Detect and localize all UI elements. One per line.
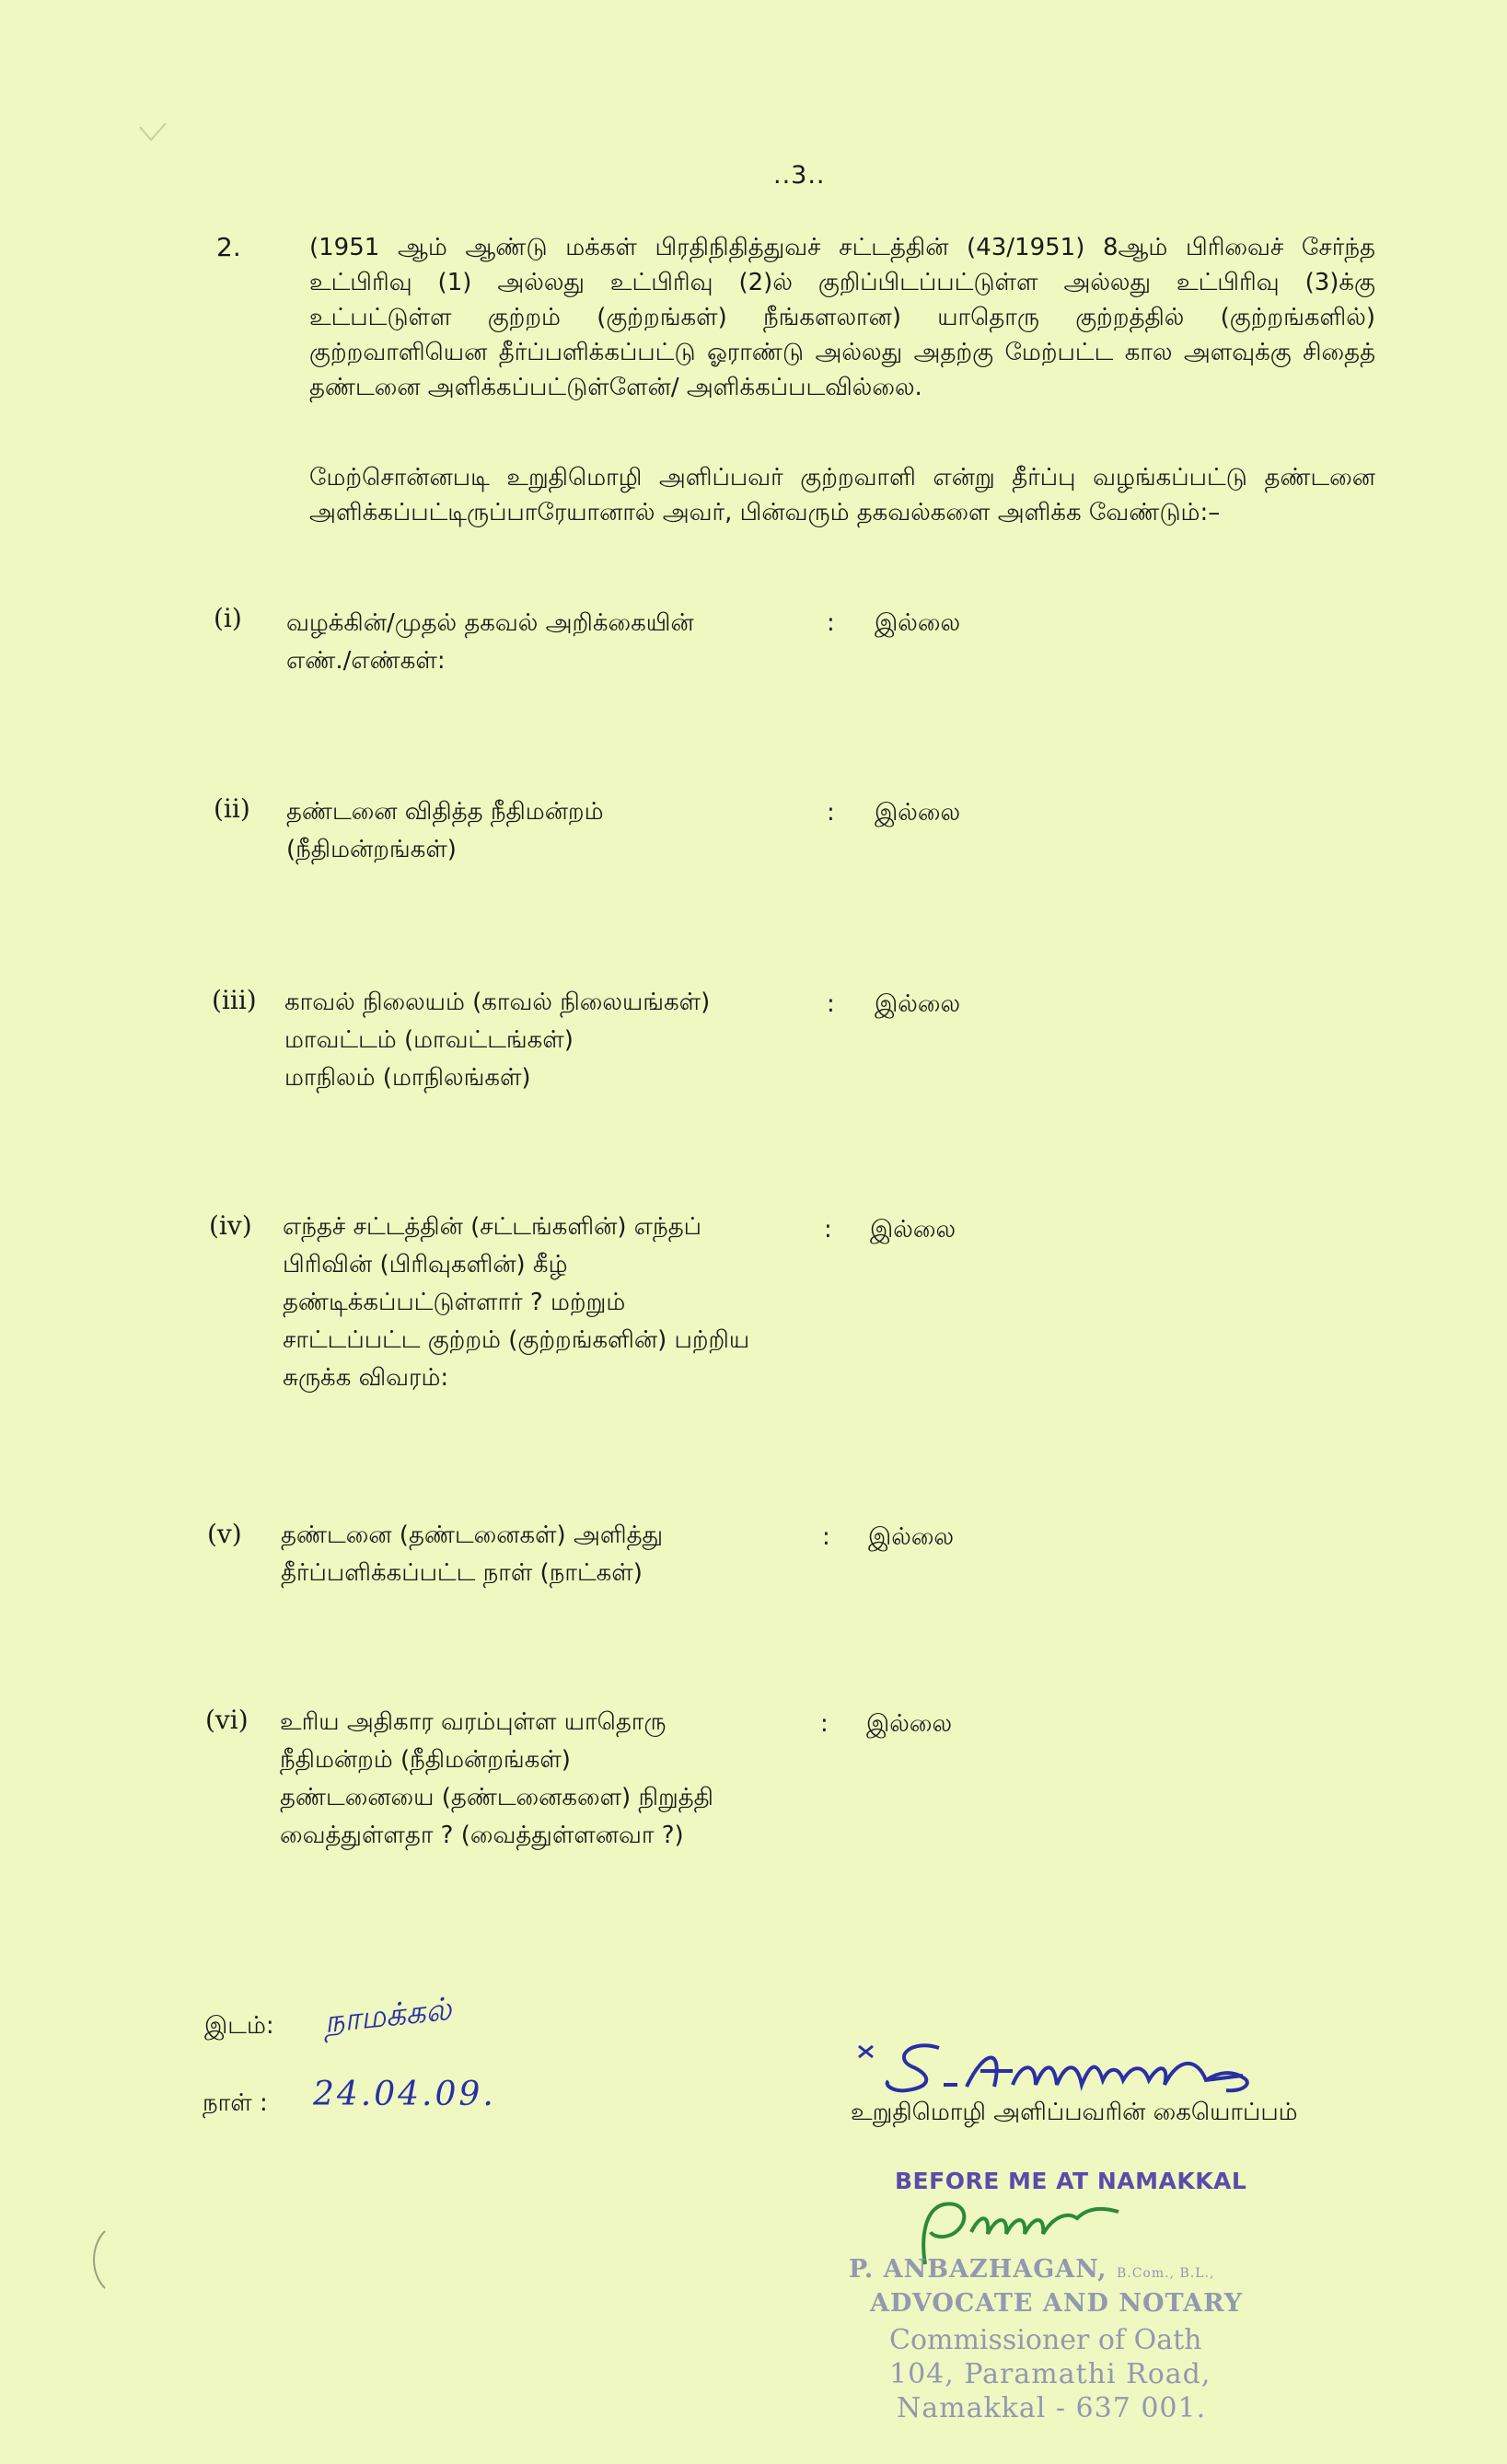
item-label-line: தீர்ப்பளிக்கப்பட்ட நாள் (நாட்கள்) bbox=[281, 1559, 643, 1587]
item-label-line: மாநிலம் (மாநிலங்கள்) bbox=[284, 1064, 531, 1092]
item-label bbox=[284, 984, 800, 1097]
item-label bbox=[280, 1704, 795, 1855]
item-label-line: தண்டனையை (தண்டனைகளை) நிறுத்தி bbox=[280, 1784, 713, 1811]
item-label bbox=[283, 1209, 798, 1397]
item-label-line: உரிய அதிகார வரம்புள்ள யாதொரு bbox=[280, 1708, 667, 1736]
item-label-line: சாட்டப்பட்ட குற்றம் (குற்றங்களின்) பற்றிய bbox=[283, 1326, 750, 1354]
notary-name-text: P. ANBAZHAGAN, bbox=[849, 2255, 1107, 2284]
item-label-line: தண்டனை விதித்த நீதிமன்றம் bbox=[286, 798, 604, 826]
notary-role: Commissioner of Oath bbox=[889, 2324, 1202, 2356]
item-value: இல்லை bbox=[875, 609, 961, 637]
item-number: (i) bbox=[214, 603, 242, 633]
declaration-paragraph: (1951 ஆம் ஆண்டு மக்கள் பிரதிநிதித்துவச் சட்டத்தின் (43/1951) 8ஆம் பிரிவைச் சேர்ந்த உட்பிரிவு (1) அல்லது உட்பிரிவு (2)ல் குறிப்பிடப்பட்டுள்ள அல்லது உட்பிரிவு (3)க்கு உட்பட்டுள்ள குற்றம் (குற்றங்கள்) நீங்களலான) யாதொரு குற்றத்தில் (குற்றங்களில்) குற்றவாளியென தீர்ப்பளிக்கப்பட்டு ஓராண்டு அல்லது அதற்கு மேற்பட்ட கால அளவுக்கு சிதைத் தண்டனை அளிக்கப்பட்டுள்ளேன்/ அளிக்கப்படவில்லை. bbox=[309, 234, 1375, 401]
notary-address-line-2: Namakkal - 637 001. bbox=[897, 2392, 1207, 2424]
item-label bbox=[286, 793, 802, 869]
check-mark bbox=[138, 120, 168, 145]
item-label-line: தண்டனை (தண்டனைகள்) அளித்து bbox=[281, 1521, 664, 1549]
item-colon: : bbox=[827, 609, 835, 637]
item-label-line: மாவட்டம் (மாவட்டங்கள்) bbox=[284, 1026, 574, 1054]
item-colon: : bbox=[822, 1523, 830, 1551]
item-label-line: பிரிவின் (பிரிவுகளின்) கீழ் bbox=[283, 1251, 568, 1278]
item-number: (ii) bbox=[214, 793, 250, 824]
item-label-line: சுருக்க விவரம்: bbox=[283, 1364, 449, 1392]
item-number: (iii) bbox=[212, 985, 257, 1015]
item-label-line: வழக்கின்/முதல் தகவல் அறிக்கையின் bbox=[286, 609, 694, 637]
item-label-line: தண்டிக்கப்பட்டுள்ளார் ? மற்றும் bbox=[283, 1289, 626, 1316]
item-number: (v) bbox=[207, 1519, 242, 1549]
item-value: இல்லை bbox=[866, 1710, 953, 1738]
item-label-line: எந்தச் சட்டத்தின் (சட்டங்களின்) எந்தப் bbox=[283, 1213, 702, 1241]
place-value: நாமக்கல் bbox=[322, 1990, 454, 2042]
item-label-line: காவல் நிலையம் (காவல் நிலையங்கள்) bbox=[284, 989, 711, 1016]
margin-mark bbox=[83, 2227, 110, 2292]
page-number: ..3.. bbox=[773, 161, 826, 190]
item-label-line: (நீதிமன்றங்கள்) bbox=[286, 836, 457, 863]
item-value: இல்லை bbox=[875, 799, 961, 827]
item-label-line: நீதிமன்றம் (நீதிமன்றங்கள்) bbox=[280, 1746, 571, 1774]
notary-degree: B.Com., B.L., bbox=[1116, 2266, 1215, 2281]
item-label bbox=[281, 1517, 796, 1592]
item-colon: : bbox=[827, 799, 835, 827]
item-value: இல்லை bbox=[875, 990, 961, 1018]
notary-title: ADVOCATE AND NOTARY bbox=[870, 2289, 1244, 2318]
item-label-line: வைத்துள்ளதா ? (வைத்துள்ளனவா ?) bbox=[280, 1822, 684, 1849]
item-label-line: எண்./எண்கள்: bbox=[286, 647, 446, 675]
item-value: இல்லை bbox=[868, 1523, 955, 1551]
stamp-before-me: BEFORE ME AT NAMAKKAL bbox=[895, 2168, 1247, 2194]
item-label bbox=[286, 605, 802, 680]
item-value: இல்லை bbox=[870, 1216, 956, 1244]
date-label: நாள் : bbox=[203, 2089, 268, 2117]
deponent-signature bbox=[856, 2030, 1335, 2103]
notary-stamp bbox=[838, 2158, 1316, 2435]
item-colon: : bbox=[820, 1710, 829, 1738]
item-colon: : bbox=[824, 1216, 832, 1244]
instruction-paragraph: மேற்சொன்னபடி உறுதிமொழி அளிப்பவர் குற்றவாளி என்று தீர்ப்பு வழங்கப்பட்டு தண்டனை அளிக்கப்பட்டிருப்பாரேயானால் அவர், பின்வரும் தகவல்களை அளிக்க வேண்டும்:– bbox=[309, 464, 1375, 526]
deponent-signature-caption: உறுதிமொழி அளிப்பவரின் கையொப்பம் bbox=[851, 2099, 1298, 2126]
notary-address-line-1: 104, Paramathi Road, bbox=[889, 2358, 1211, 2390]
place-label: இடம்: bbox=[204, 2012, 274, 2040]
date-value: 24.04.09. bbox=[313, 2076, 496, 2113]
section-number: 2. bbox=[216, 232, 241, 262]
item-number: (iv) bbox=[209, 1210, 252, 1241]
item-colon: : bbox=[827, 990, 835, 1018]
notary-name bbox=[849, 2255, 1214, 2284]
item-number: (vi) bbox=[205, 1705, 249, 1735]
